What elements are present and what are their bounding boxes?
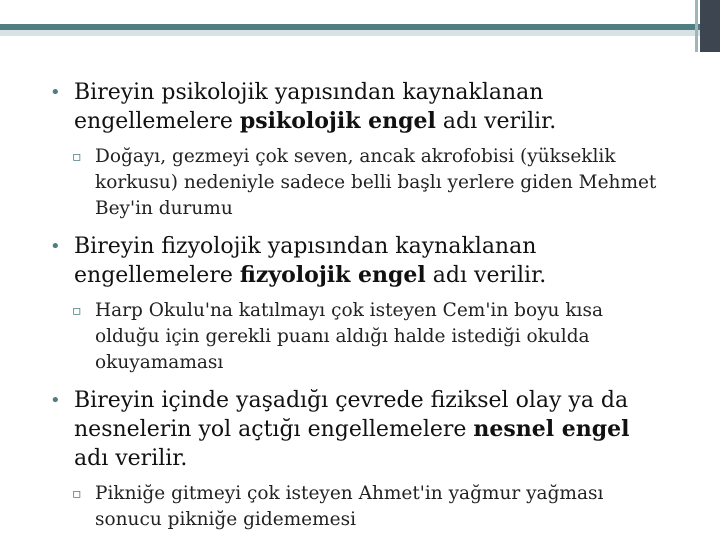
- slide-header-bar: [0, 0, 720, 38]
- bullet-term: psikolojik engel: [239, 108, 436, 134]
- sub-bullet-text: Harp Okulu'na katılmayı çok isteyen Cem'in boyu kısa olduğu için gerekli puanı aldığı halde istediği okulda okuyamaması: [95, 300, 603, 373]
- sub-bullet-text: Pikniğe gitmeyi çok isteyen Ahmet'in yağmur yağması sonucu pikniğe gidememesi: [95, 483, 604, 530]
- bullet-marker: •: [50, 390, 61, 411]
- bullet-text-post: adı verilir.: [425, 263, 547, 288]
- bullet-text-pre: Bireyin psikolojik yapısından kaynaklanan engellemelere: [74, 80, 544, 134]
- bullet-text-post: adı verilir.: [74, 446, 188, 471]
- sub-bullet-fizyolojik-example: [50, 298, 670, 376]
- sub-bullet-nesnel-example: [50, 481, 670, 533]
- bullet-psikolojik: [50, 78, 670, 136]
- sub-bullet-marker: ▫: [72, 303, 82, 319]
- bullet-text-post: adı verilir.: [435, 109, 557, 134]
- corner-decoration: [700, 0, 720, 52]
- sub-bullet-marker: ▫: [72, 149, 82, 165]
- bullet-fizyolojik: [50, 232, 670, 290]
- bullet-marker: •: [50, 236, 61, 257]
- bullet-term: nesnel engel: [473, 416, 630, 442]
- bullet-marker: •: [50, 82, 61, 103]
- bullet-text-pre: Bireyin içinde yaşadığı çevrede fiziksel olay ya da nesnelerin yol açtığı engellemelere: [74, 388, 629, 442]
- bullet-nesnel: [50, 386, 670, 473]
- bullet-text-pre: Bireyin fizyolojik yapısından kaynaklanan engellemelere: [74, 234, 537, 288]
- bullet-term: fizyolojik engel: [239, 262, 426, 288]
- header-band-light: [0, 30, 720, 36]
- header-band-top: [0, 0, 720, 24]
- slide-body: [50, 78, 670, 543]
- sub-bullet-marker: ▫: [72, 486, 82, 502]
- sub-bullet-text: Doğayı, gezmeyi çok seven, ancak akrofobisi (yükseklik korkusu) nedeniyle sadece belli başlı yerlere giden Mehmet Bey'in durumu: [95, 146, 657, 219]
- sub-bullet-psikolojik-example: [50, 144, 670, 222]
